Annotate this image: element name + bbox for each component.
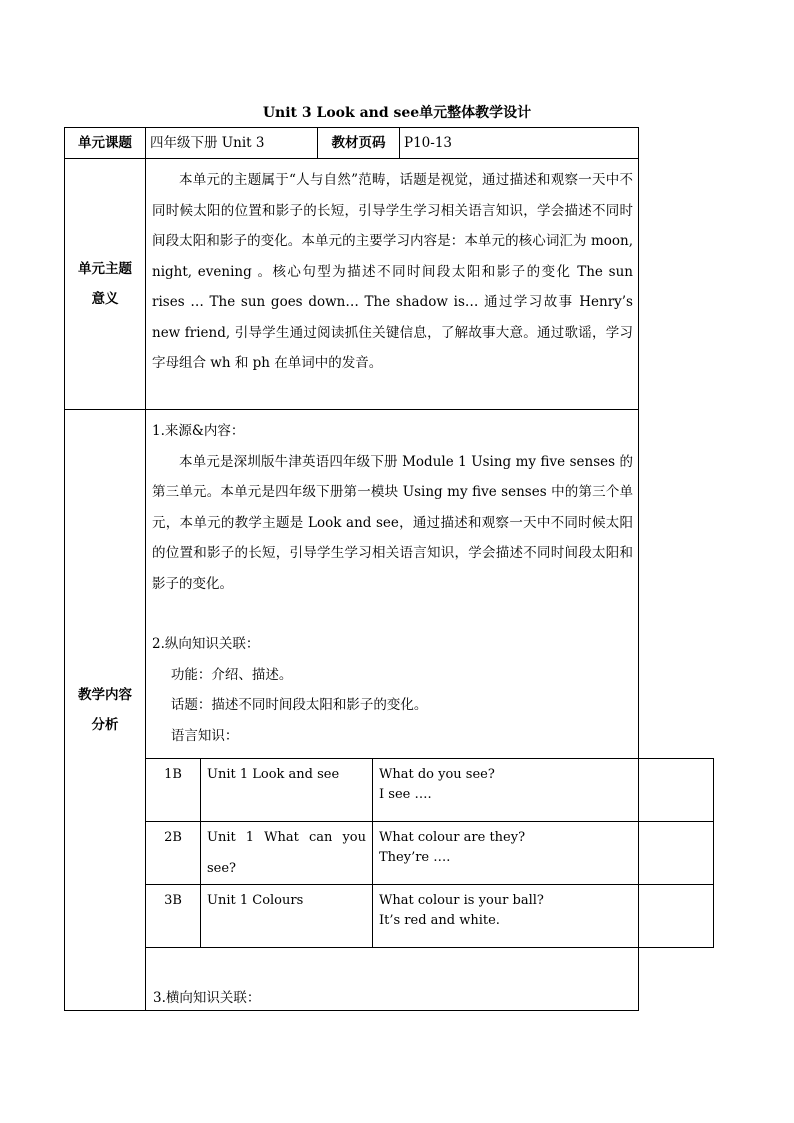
document-title: Unit 3 Look and see单元整体教学设计 (262, 105, 532, 121)
topic-line: 话题：描述不同时间段太阳和影子的变化。 (170, 697, 428, 713)
theme-label-line2: 意义 (91, 291, 119, 307)
sentence-line: It’s red and white. (379, 913, 500, 928)
table-row (146, 822, 714, 885)
sentence-cell (373, 759, 639, 822)
grade-cell: 3B (146, 885, 201, 948)
sentence-line: What colour is your ball? (379, 893, 544, 908)
sentence-line: What colour are they? (379, 830, 526, 845)
horizontal-heading: 3.横向知识关联： (153, 990, 261, 1006)
knowledge-table (145, 758, 714, 948)
source-text: 本单元是深圳版牛津英语四年级下册 Module 1 Using my five senses 的第三单元。本单元是四年级下册第一模块 Using my five senses 中的第三个单元，本单元的教学主题是 Look and see，通过描述和观察一天中不同时候太阳的位置和影子的长短，引导学生学习相关语言知识，学会描述不同时间段太阳和影子的变化。 (152, 453, 633, 592)
theme-label (65, 159, 146, 410)
theme-label-line1: 单元主题 (78, 261, 132, 277)
empty-cell (639, 759, 714, 822)
grade-cell: 1B (146, 759, 201, 822)
analysis-label-line1: 教学内容 (78, 687, 132, 703)
table-row (146, 885, 714, 948)
function-line: 功能：介绍、描述。 (170, 666, 293, 683)
unit-cell: Unit 1 Look and see (201, 759, 373, 822)
header-row (65, 128, 639, 159)
unit-cell: Unit 1 Colours (201, 885, 373, 948)
topic-label: 单元课题 (65, 128, 146, 159)
sentence-line: What do you see? (379, 767, 495, 782)
sentence-cell (373, 822, 639, 885)
empty-cell (639, 885, 714, 948)
theme-text: 本单元的主题属于“人与自然”范畴，话题是视觉，通过描述和观察一天中不同时候太阳的位置和影子的长短，引导学生学习相关语言知识，学会描述不同时间段太阳和影子的变化。本单元的主要学习内容是：本单元的核心词汇为 moon, night, evening 。核心句型为描述不同时间段太阳和影子的变化 The sun rises … The sun goes down… The shadow is… 通过学习故事 Henry’s new friend, 引导学生通过阅读抓住关键信息，了解故事大意。通过歌谣，学习字母组合 wh 和 ph 在单词中的发音。 (152, 172, 633, 371)
language-line: 语言知识： (170, 727, 239, 744)
sentence-line: I see …. (379, 787, 432, 802)
topic-value: 四年级下册 Unit 3 (146, 128, 318, 159)
theme-row (65, 159, 639, 410)
sentence-line: They’re …. (379, 850, 451, 865)
grade-cell: 2B (146, 822, 201, 885)
sentence-cell (373, 885, 639, 948)
theme-cell (146, 159, 639, 410)
unit-cell: Unit 1 What can you see? (201, 822, 373, 885)
analysis-label (65, 410, 146, 1011)
pages-label: 教材页码 (318, 128, 400, 159)
analysis-label-line2: 分析 (91, 717, 119, 733)
empty-cell (639, 822, 714, 885)
vertical-heading: 2.纵向知识关联： (152, 636, 260, 652)
table-row (146, 759, 714, 822)
pages-value: P10-13 (400, 128, 639, 159)
source-heading: 1.来源&内容： (152, 423, 245, 439)
